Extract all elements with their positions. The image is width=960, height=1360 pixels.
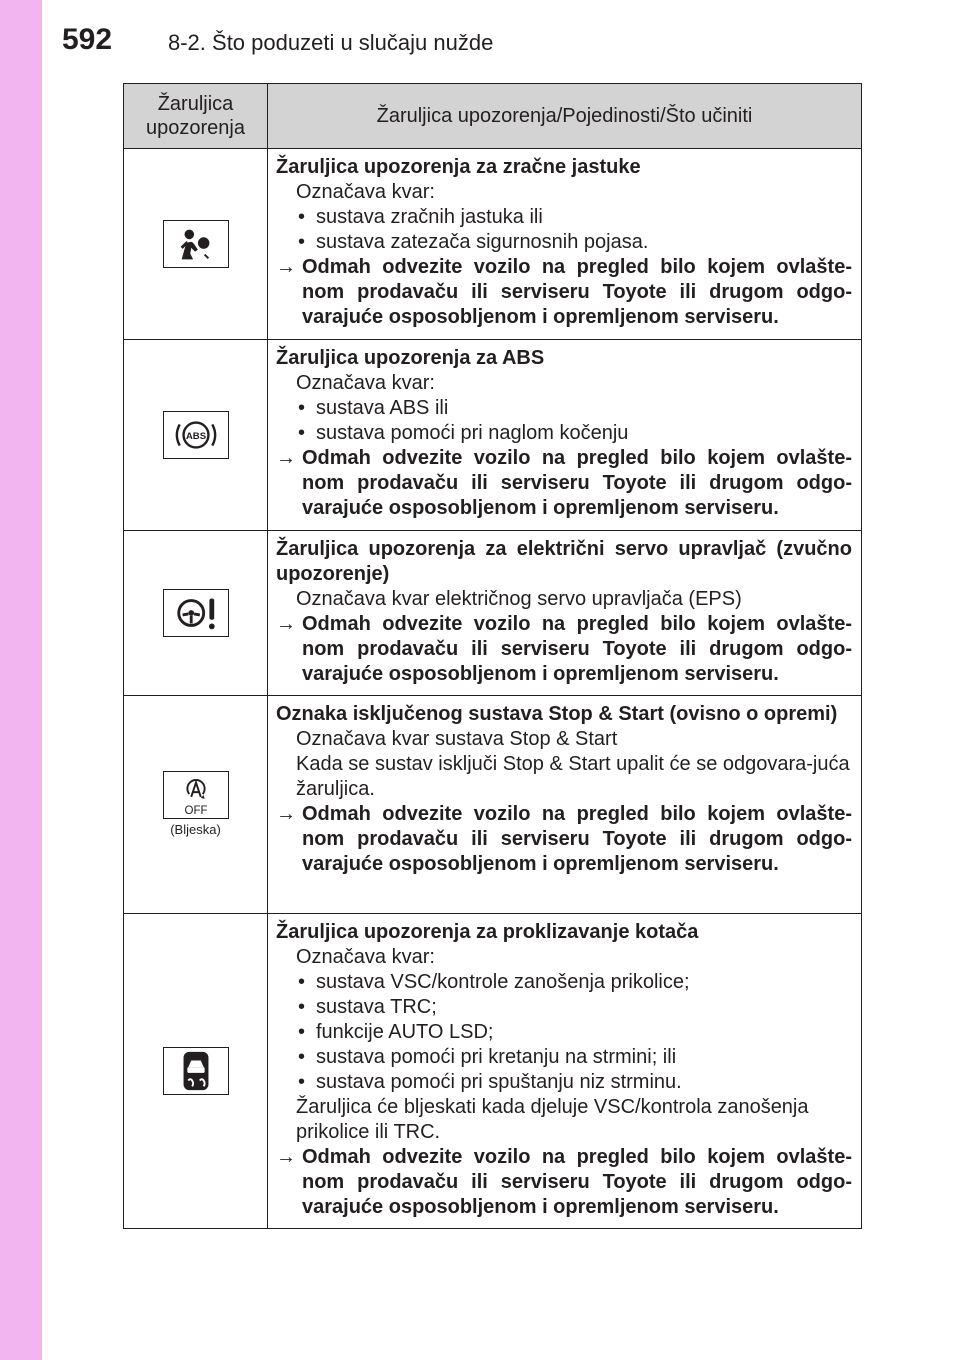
arrow-right-icon: → — [276, 803, 296, 825]
row-title: Žaruljica upozorenja za ABS — [276, 347, 545, 369]
arrow-right-icon: → — [276, 256, 296, 278]
bullet-item: • sustava zračnih jastuka ili — [298, 206, 543, 228]
abs-icon-label: ABS — [185, 430, 206, 442]
arrow-right-icon: → — [276, 1146, 296, 1168]
icon-cell — [124, 914, 268, 1229]
details-cell — [268, 149, 862, 340]
action-instruction: → Odmah odvezite vozilo na pregled bilo kojem ovlašte-nom prodavaču ili serviseru Toyote ili drugom odgo-varajuće osposobljenom i opremljenom serviseru. — [276, 613, 852, 685]
bullet-item: • sustava pomoći pri naglom kočenju — [298, 422, 629, 444]
row-title: Oznaka isključenog sustava Stop & Start (ovisno o opremi) — [276, 703, 838, 725]
chapter-title: 8-2. Što poduzeti u slučaju nužde — [168, 30, 494, 55]
bullet-item: • sustava pomoći pri spuštanju niz strminu. — [298, 1071, 682, 1093]
icon-cell — [124, 149, 268, 340]
row-title: Žaruljica upozorenja za zračne jastuke — [276, 156, 641, 178]
row-text: Označava kvar: — [296, 372, 435, 394]
side-tab-strip — [0, 0, 42, 1360]
airbag-warning-icon — [163, 220, 229, 268]
table-row — [124, 149, 862, 340]
table-row — [124, 340, 862, 531]
eps-warning-icon — [163, 589, 229, 637]
details-cell — [268, 914, 862, 1229]
icon-cell — [124, 531, 268, 696]
arrow-right-icon: → — [276, 613, 296, 635]
row-text: Kada se sustav isključi Stop & Start upalit će se odgovara-juća žaruljica. — [296, 753, 850, 800]
page-number: 592 — [62, 23, 113, 56]
details-cell — [268, 696, 862, 914]
bullet-item: • sustava pomoći pri kretanju na strmini; ili — [298, 1046, 677, 1068]
bullet-item: • sustava zatezača sigurnosnih pojasa. — [298, 231, 649, 253]
bullet-item: • sustava TRC; — [298, 996, 437, 1018]
warning-lights-table — [123, 83, 862, 1229]
row-text: Označava kvar električnog servo upravljača (EPS) — [296, 588, 742, 610]
icon-caption: (Bljeska) — [170, 822, 221, 837]
slip-indicator-icon — [163, 1047, 229, 1095]
abs-warning-icon — [163, 411, 229, 459]
details-cell — [268, 531, 862, 696]
action-instruction: → Odmah odvezite vozilo na pregled bilo kojem ovlašte-nom prodavaču ili serviseru Toyote ili drugom odgo-varajuće osposobljenom i opremljenom serviseru. — [276, 1146, 852, 1218]
details-cell — [268, 340, 862, 531]
bullet-item: • sustava VSC/kontrole zanošenja prikolice; — [298, 971, 690, 993]
row-text: Označava kvar: — [296, 181, 435, 203]
off-icon-label: OFF — [184, 805, 207, 818]
header-warning-light: Žaruljica upozorenja — [124, 84, 268, 149]
bullet-item: • funkcije AUTO LSD; — [298, 1021, 494, 1043]
action-instruction: → Odmah odvezite vozilo na pregled bilo kojem ovlašte-nom prodavaču ili serviseru Toyote ili drugom odgo-varajuće osposobljenom i opremljenom serviseru. — [276, 256, 852, 328]
table-row — [124, 914, 862, 1229]
header-details: Žaruljica upozorenja/Pojedinosti/Što učiniti — [268, 84, 862, 149]
action-instruction: → Odmah odvezite vozilo na pregled bilo kojem ovlašte-nom prodavaču ili serviseru Toyote ili drugom odgo-varajuće osposobljenom i opremljenom serviseru. — [276, 803, 852, 875]
row-text: Žaruljica će bljeskati kada djeluje VSC/kontrola zanošenja prikolice ili TRC. — [296, 1096, 809, 1143]
bullet-item: • sustava ABS ili — [298, 397, 449, 419]
icon-cell — [124, 340, 268, 531]
arrow-right-icon: → — [276, 447, 296, 469]
icon-cell — [124, 696, 268, 914]
action-instruction: → Odmah odvezite vozilo na pregled bilo kojem ovlašte-nom prodavaču ili serviseru Toyote ili drugom odgo-varajuće osposobljenom i opremljenom serviseru. — [276, 447, 852, 519]
table-row — [124, 696, 862, 914]
row-title: Žaruljica upozorenja za proklizavanje kotača — [276, 921, 699, 943]
row-text: Označava kvar: — [296, 946, 435, 968]
table-row — [124, 531, 862, 696]
row-title: Žaruljica upozorenja za električni servo upravljač (zvučno upozorenje) — [276, 538, 852, 585]
row-text: Označava kvar sustava Stop & Start — [296, 728, 618, 750]
table-header-row — [124, 84, 862, 149]
stop-start-off-icon — [163, 771, 229, 819]
